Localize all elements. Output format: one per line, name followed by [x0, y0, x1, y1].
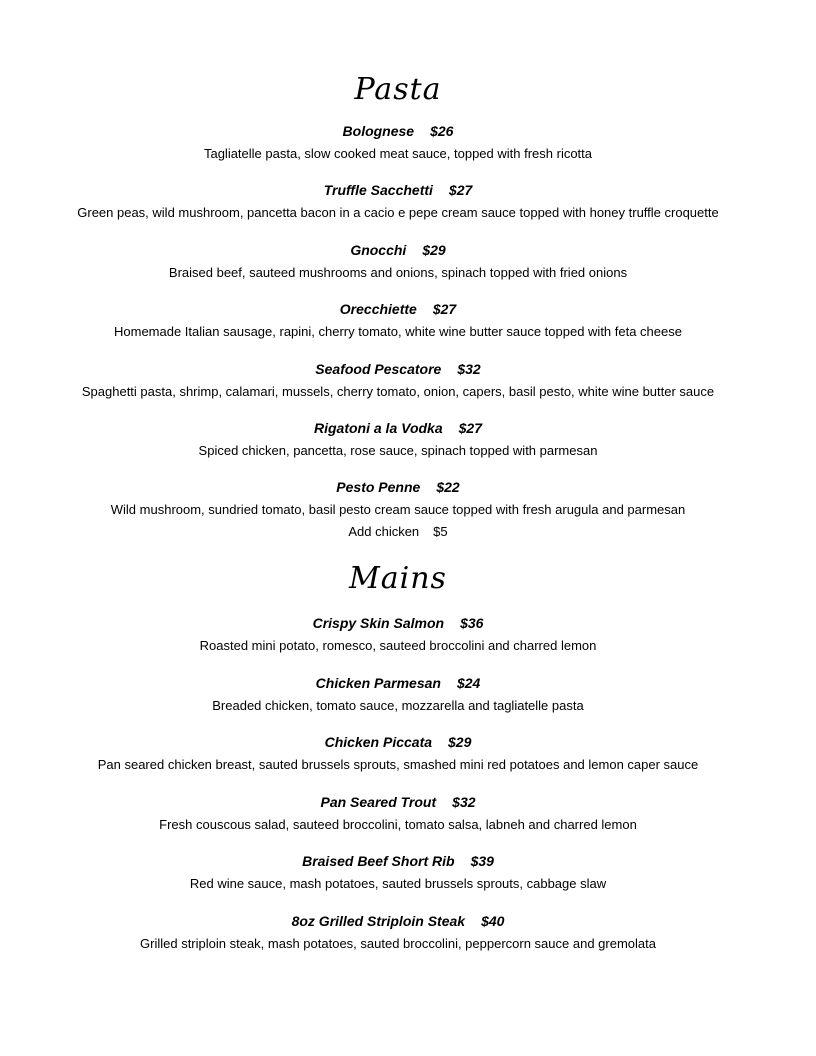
menu-item-crispy-skin-salmon: [0, 614, 796, 654]
item-price: $22: [436, 479, 460, 495]
item-description: Spaghetti pasta, shrimp, calamari, mussels, cherry tomato, onion, capers, basil pesto, white wine butter sauce: [81, 384, 715, 399]
item-name: Pesto Penne: [336, 479, 421, 495]
menu-item-chicken-parmesan: [0, 674, 796, 714]
menu-item-grilled-striploin-steak: [0, 912, 796, 952]
item-price: $36: [460, 615, 484, 631]
item-description: Fresh couscous salad, sauteed broccolini, tomato salsa, labneh and charred lemon: [159, 817, 637, 832]
item-price: $24: [456, 675, 481, 691]
item-price: $40: [481, 913, 505, 929]
item-name: Gnocchi: [350, 242, 407, 258]
item-description: Grilled striploin steak, mash potatoes, sauted broccolini, peppercorn sauce and gremolata: [140, 936, 656, 951]
menu-item-pesto-penne: [0, 478, 796, 540]
add-on-price: $5: [433, 524, 448, 539]
item-description: Green peas, wild mushroom, pancetta bacon in a cacio e pepe cream sauce topped with honey truffle croquette: [77, 205, 719, 220]
item-description: Homemade Italian sausage, rapini, cherry tomato, white wine butter sauce topped with feta cheese: [114, 324, 682, 339]
item-price: $39: [470, 853, 494, 869]
menu-item-bolognese: [0, 122, 796, 162]
menu-item-pan-seared-trout: [0, 793, 796, 833]
item-description: Spiced chicken, pancetta, rose sauce, spinach topped with parmesan: [198, 443, 598, 458]
item-name: Seafood Pescatore: [315, 361, 442, 377]
item-name: Crispy Skin Salmon: [312, 615, 445, 631]
item-name: Pan Seared Trout: [320, 794, 437, 810]
item-description: Pan seared chicken breast, sauted brussels sprouts, smashed mini red potatoes and lemon caper sauce: [97, 757, 699, 772]
add-on-label: Add chicken: [348, 524, 420, 539]
item-name: Rigatoni a la Vodka: [314, 420, 443, 436]
item-name: Chicken Piccata: [324, 734, 433, 750]
menu-item-seafood-pescatore: [0, 360, 796, 400]
menu-item-rigatoni-a-la-vodka: [0, 419, 796, 459]
item-price: $32: [452, 794, 476, 810]
menu-item-gnocchi: [0, 241, 796, 281]
item-price: $29: [448, 734, 472, 750]
item-price: $26: [430, 123, 454, 139]
item-name: Orecchiette: [339, 301, 417, 317]
item-price: $27: [448, 182, 473, 198]
item-name: Braised Beef Short Rib: [302, 853, 455, 869]
item-name: Truffle Sacchetti: [323, 182, 433, 198]
item-add-on: [0, 523, 796, 540]
menu-item-chicken-piccata: [0, 733, 796, 773]
item-description: Tagliatelle pasta, slow cooked meat sauce, topped with fresh ricotta: [203, 146, 593, 161]
item-name: 8oz Grilled Striploin Steak: [291, 913, 466, 929]
menu-item-truffle-sacchetti: [0, 181, 796, 221]
item-description: Red wine sauce, mash potatoes, sauted brussels sprouts, cabbage slaw: [189, 876, 607, 891]
section-title-mains: Mains: [349, 561, 447, 596]
item-description: Wild mushroom, sundried tomato, basil pesto cream sauce topped with fresh arugula and parmesan: [110, 502, 686, 517]
item-price: $29: [422, 242, 446, 258]
item-price: $27: [432, 301, 457, 317]
item-name: Bolognese: [342, 123, 415, 139]
menu-item-orecchiette: [0, 300, 796, 340]
menu-item-braised-beef-short-rib: [0, 852, 796, 892]
item-price: $27: [458, 420, 482, 436]
item-description: Roasted mini potato, romesco, sauteed broccolini and charred lemon: [199, 638, 597, 653]
item-name: Chicken Parmesan: [315, 675, 441, 691]
item-description: Breaded chicken, tomato sauce, mozzarella and tagliatelle pasta: [212, 698, 584, 713]
section-title-pasta: Pasta: [354, 72, 442, 107]
item-description: Braised beef, sauteed mushrooms and onions, spinach topped with fried onions: [168, 265, 628, 280]
item-price: $32: [457, 361, 481, 377]
